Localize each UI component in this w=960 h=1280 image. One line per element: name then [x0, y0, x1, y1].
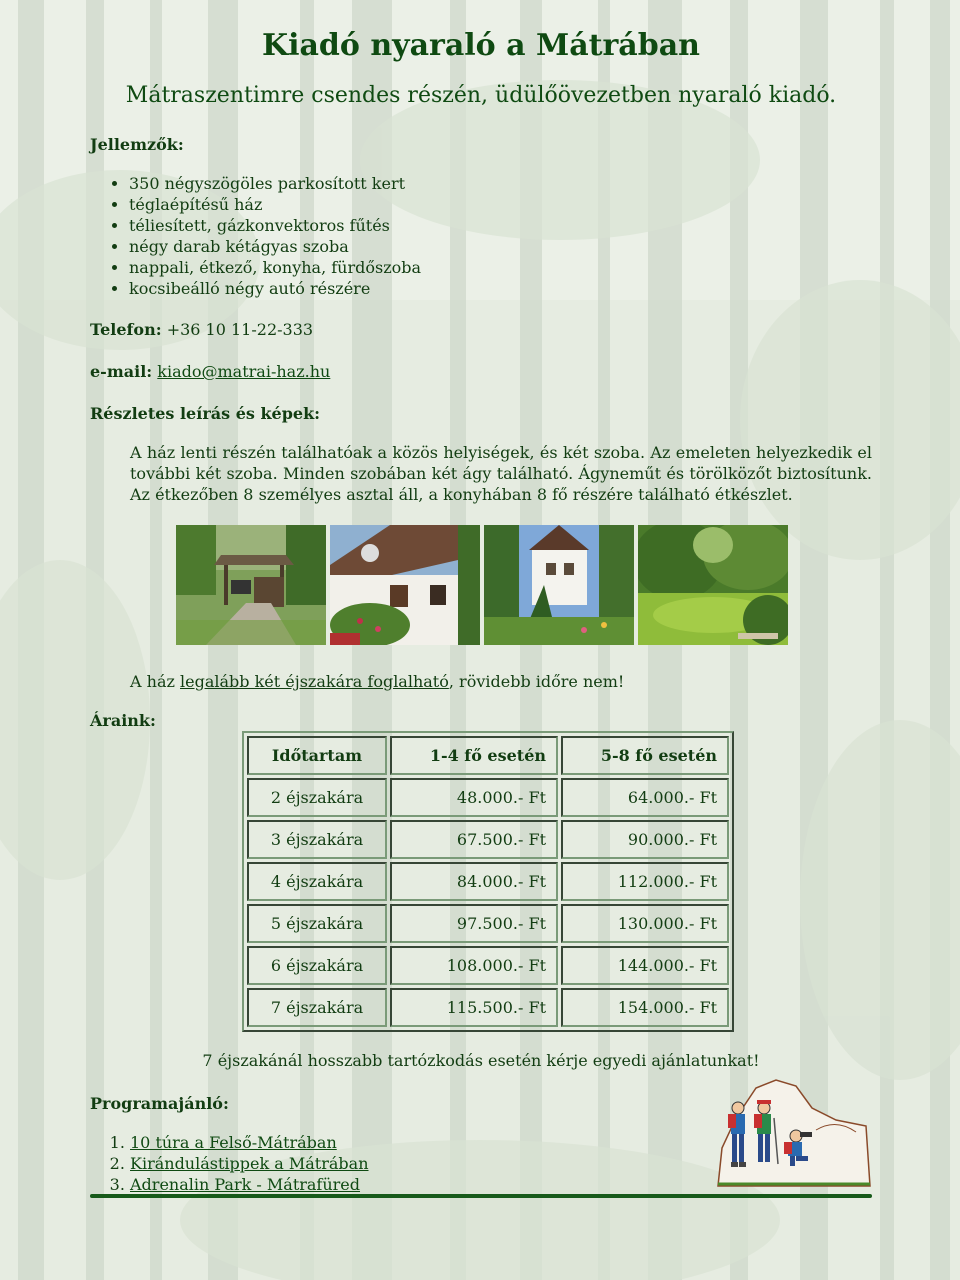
phone-line	[90, 319, 872, 340]
price-duration-cell: 3 éjszakára	[247, 820, 387, 859]
price-large-group-cell: 90.000.- Ft	[561, 820, 729, 859]
price-row	[247, 988, 729, 1027]
page-content	[90, 0, 872, 1195]
email-label: e-mail:	[90, 362, 153, 381]
price-small-group-cell: 108.000.- Ft	[390, 946, 558, 985]
garden-lawn-photo[interactable]	[638, 525, 788, 645]
price-duration-cell: 7 éjszakára	[247, 988, 387, 1027]
column-header-5-8-persons: 5-8 fő esetén	[561, 736, 729, 775]
price-duration-cell: 5 éjszakára	[247, 904, 387, 943]
price-large-group-cell: 144.000.- Ft	[561, 946, 729, 985]
price-table	[242, 731, 734, 1032]
programs-title: Programajánló:	[90, 1094, 229, 1113]
program-link-adrenalin-park[interactable]: Adrenalin Park - Mátrafüred	[130, 1175, 361, 1194]
price-duration-cell: 6 éjszakára	[247, 946, 387, 985]
features-list	[90, 173, 872, 299]
feature-item: • téliesített, gázkonvektoros fűtés	[129, 215, 872, 236]
photo-gallery	[176, 525, 872, 645]
price-row	[247, 862, 729, 901]
minimum-stay-highlight: legalább két éjszakára foglalható	[180, 672, 449, 691]
feature-item: • négy darab kétágyas szoba	[129, 236, 872, 257]
email-line	[90, 361, 872, 382]
price-row	[247, 820, 729, 859]
minimum-stay-suffix: , rövidebb időre nem!	[448, 672, 625, 691]
phone-number: +36 10 11-22-333	[166, 320, 314, 339]
hikers-illustration	[716, 1078, 872, 1188]
price-small-group-cell: 48.000.- Ft	[390, 778, 558, 817]
email-link[interactable]: kiado@matrai-haz.hu	[157, 362, 331, 381]
minimum-stay-note	[130, 671, 872, 692]
price-row	[247, 778, 729, 817]
column-header-1-4-persons: 1-4 fő esetén	[390, 736, 558, 775]
price-small-group-cell: 84.000.- Ft	[390, 862, 558, 901]
phone-label: Telefon:	[90, 320, 162, 339]
program-link-tours[interactable]: 10 túra a Felső-Mátrában	[130, 1133, 337, 1152]
footer-divider	[90, 1194, 872, 1198]
feature-item: • téglaépítésű ház	[129, 194, 872, 215]
price-large-group-cell: 154.000.- Ft	[561, 988, 729, 1027]
details-description: A ház lenti részén találhatóak a közös helyiségek, és két szoba. Az emeleten helyezkedik el további két szoba. Minden szobában két ágy található. Ágyneműt és törölközőt biztosítunk. Az étkezőben 8 személyes asztal áll, a konyhában 8 fő részére található étkészlet.	[130, 443, 872, 504]
page-subtitle: Mátraszentimre csendes részén, üdülőövezetben nyaraló kiadó.	[125, 83, 837, 108]
program-link-excursion-tips[interactable]: Kirándulástippek a Mátrában	[130, 1154, 369, 1173]
price-large-group-cell: 112.000.- Ft	[561, 862, 729, 901]
price-large-group-cell: 64.000.- Ft	[561, 778, 729, 817]
column-header-duration: Időtartam	[247, 736, 387, 775]
minimum-stay-prefix: A ház	[130, 672, 180, 691]
features-title: Jellemzők:	[90, 135, 184, 154]
long-stay-offer-note: 7 éjszakánál hosszabb tartózkodás esetén kérje egyedi ajánlatunkat!	[202, 1051, 760, 1070]
feature-item: • nappali, étkező, konyha, fürdőszoba	[129, 257, 872, 278]
price-table-header-row	[247, 736, 729, 775]
price-row	[247, 946, 729, 985]
price-small-group-cell: 67.500.- Ft	[390, 820, 558, 859]
carport-photo[interactable]	[176, 525, 326, 645]
price-small-group-cell: 97.500.- Ft	[390, 904, 558, 943]
price-duration-cell: 4 éjszakára	[247, 862, 387, 901]
price-small-group-cell: 115.500.- Ft	[390, 988, 558, 1027]
feature-item: • kocsibeálló négy autó részére	[129, 278, 872, 299]
house-front-photo[interactable]	[330, 525, 480, 645]
feature-item: • 350 négyszögöles parkosított kert	[129, 173, 872, 194]
house-garden-photo[interactable]	[484, 525, 634, 645]
page-title: Kiadó nyaraló a Mátrában	[262, 28, 700, 63]
details-title: Részletes leírás és képek:	[90, 404, 321, 423]
prices-title: Áraink:	[90, 711, 156, 730]
price-row	[247, 904, 729, 943]
price-large-group-cell: 130.000.- Ft	[561, 904, 729, 943]
price-duration-cell: 2 éjszakára	[247, 778, 387, 817]
